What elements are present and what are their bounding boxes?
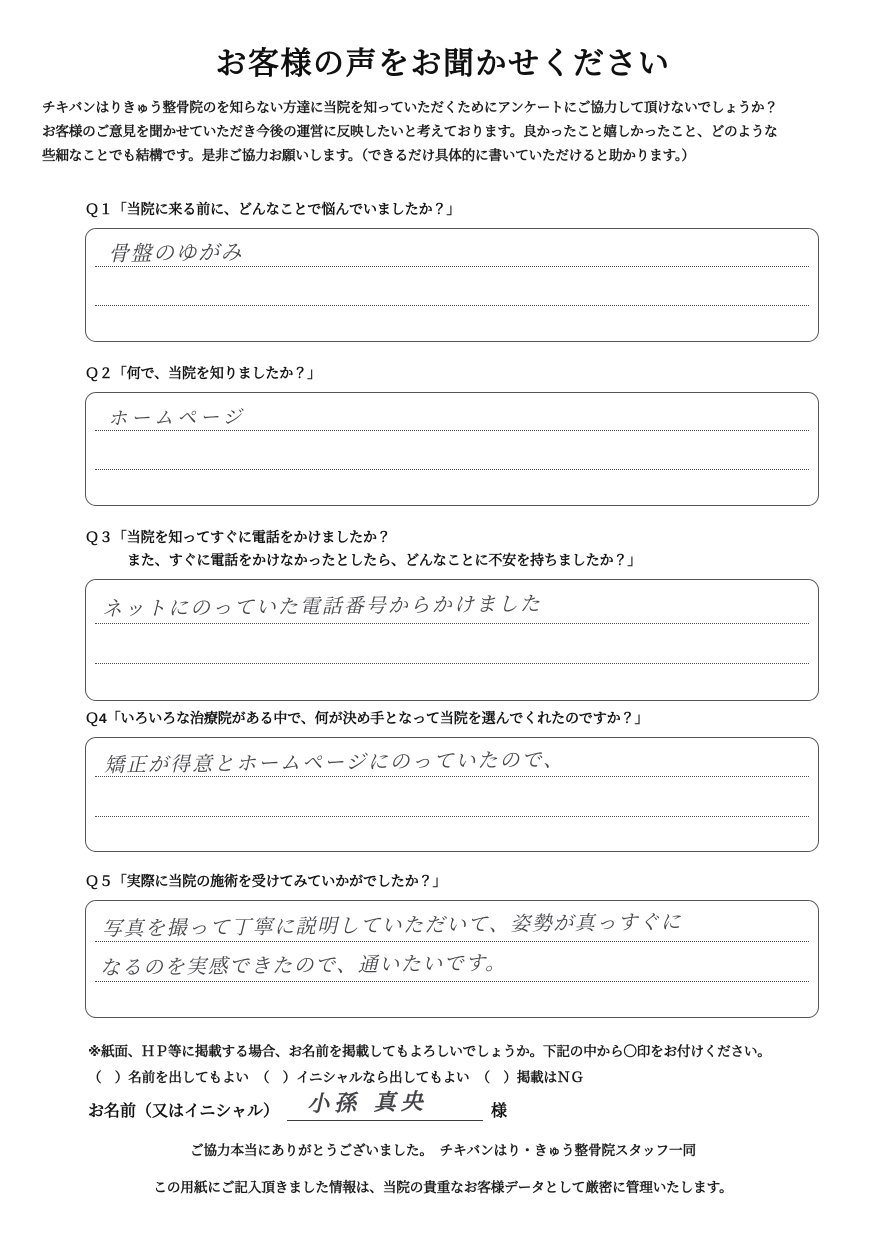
question-label-q4: Ｑ4「いろいろな治療院がある中で、何が決め手となって当院を選んでくれたのですか？」	[85, 710, 649, 726]
consent-option-3-label: 掲載はＮＧ	[516, 1070, 584, 1085]
handwritten-answer-q1: 骨盤のゆがみ	[107, 240, 244, 266]
question-block-q3	[85, 526, 819, 701]
closing-privacy: この用紙にご記入頂きました情報は、当院の貴重なお客様データとして厳密に管理いたします。	[153, 1180, 733, 1195]
page-title: お客様の声をお聞かせください	[215, 46, 671, 82]
handwritten-name-value: 小孫 真央	[306, 1088, 429, 1118]
consent-option-3-mark[interactable]: （ ）	[476, 1070, 517, 1085]
answer-rule	[95, 981, 809, 982]
answer-box-q5[interactable]	[85, 900, 819, 1018]
handwritten-answer-q3: ネットにのっていた電話番号からかけました	[101, 591, 542, 621]
consent-option-1-label: 名前を出してもよい	[128, 1070, 249, 1085]
signature-row	[88, 1088, 508, 1121]
question-label-q3-line1: Ｑ３「当院を知ってすぐに電話をかけましたか？	[85, 529, 391, 545]
question-block-q1	[85, 198, 819, 342]
question-label-q3-line2: また、すぐに電話をかけなかったとしたら、どんなことに不安を持ちましたか？」	[127, 552, 642, 568]
signature-label: お名前（又はイニシャル）	[88, 1103, 280, 1120]
consent-option-2-mark[interactable]: （ ）	[255, 1070, 297, 1085]
question-label-q5: Ｑ５「実際に当院の施術を受けてみていかがでしたか？」	[85, 873, 447, 889]
consent-option-1-mark[interactable]: （ ）	[88, 1070, 129, 1085]
name-input-field[interactable]	[287, 1088, 483, 1121]
handwritten-answer-q5-line1: 写真を撮って丁寧に説明していただいて、姿勢が真っすぐに	[101, 909, 683, 941]
answer-box-q2[interactable]	[85, 392, 819, 506]
answer-box-q4[interactable]	[85, 737, 819, 852]
signature-suffix: 様	[491, 1103, 508, 1120]
answer-rule	[95, 663, 809, 664]
question-block-q4	[85, 707, 819, 852]
answer-rule	[95, 816, 809, 817]
intro-line-1: チキバンはりきゅう整骨院のを知らない方達に当院を知っていただくためにアンケートにご協力して頂けないでしょうか？	[42, 100, 778, 115]
question-label-q2: Ｑ２「何で、当院を知りましたか？」	[85, 365, 322, 381]
question-label-q3	[85, 526, 819, 572]
answer-rule	[95, 430, 809, 431]
answer-rule	[95, 623, 809, 624]
consent-option-2-label: イニシャルなら出してもよい	[296, 1070, 470, 1085]
consent-note: ※紙面、ＨＰ等に掲載する場合、お名前を掲載してもよろしいでしょうか。下記の中から〇印をお付けください。	[88, 1044, 771, 1059]
handwritten-answer-q2: ホームページ	[107, 406, 246, 430]
closing-thanks: ご協力本当にありがとうございました。 チキバンはり・きゅう整骨院スタッフ一同	[190, 1143, 696, 1158]
handwritten-answer-q5-line2: なるのを実感できたので、通いたいです。	[99, 950, 507, 980]
answer-box-q3[interactable]	[85, 579, 819, 701]
consent-options-row	[88, 1066, 848, 1086]
question-label-q1: Ｑ１「当院に来る前に、どんなことで悩んでいましたか？」	[85, 201, 461, 217]
answer-rule	[95, 941, 809, 942]
handwritten-answer-q4: 矯正が得意とホームページにのっていたので、	[103, 747, 566, 777]
intro-line-3: 些細なことでも結構です。是非ご協力お願いします。（できるだけ具体的に書いていただけると助かります。）	[42, 148, 695, 163]
intro-line-2: お客様のご意見を聞かせていただき今後の運営に反映したいと考えております。良かったこと嬉しかったこと、どのような	[42, 124, 778, 139]
question-block-q5	[85, 870, 819, 1018]
answer-rule	[95, 469, 809, 470]
answer-box-q1[interactable]	[85, 228, 819, 342]
intro-paragraph	[42, 96, 854, 168]
question-block-q2	[85, 362, 819, 506]
answer-rule	[95, 305, 809, 306]
